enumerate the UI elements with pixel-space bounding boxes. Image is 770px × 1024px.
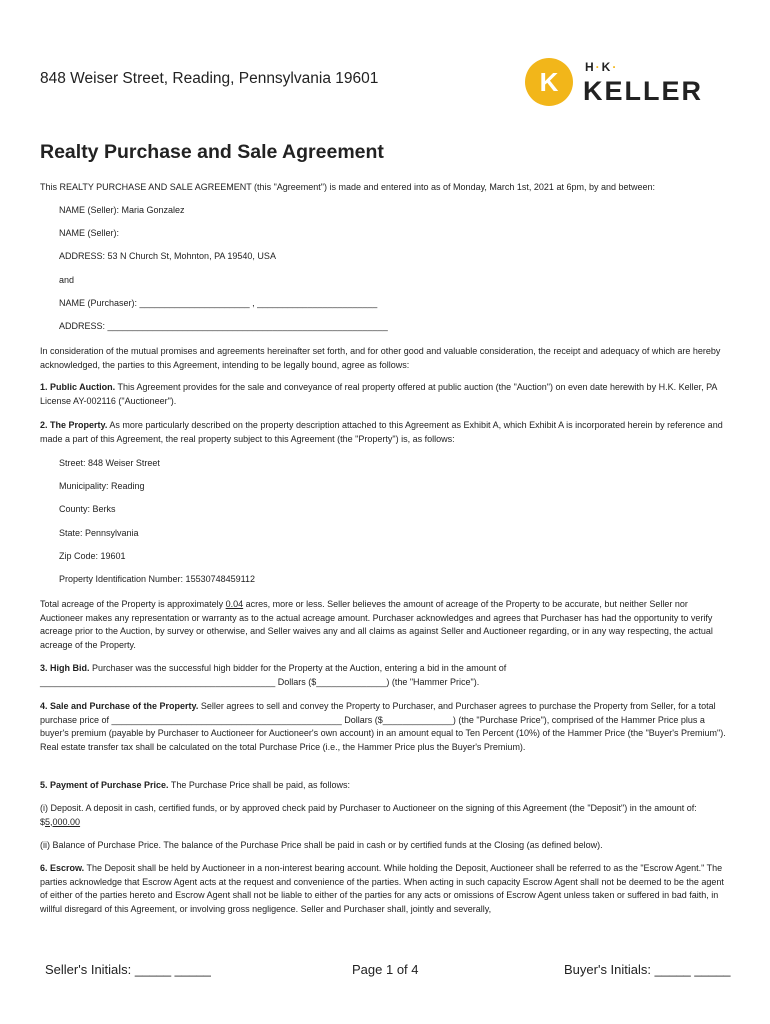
seller-initials: Seller's Initials: _____ _____	[45, 962, 211, 977]
property-street: Street: 848 Weiser Street	[59, 458, 160, 468]
section-2-heading: 2. The Property.	[40, 420, 108, 430]
seller-name-1: NAME (Seller): Maria Gonzalez	[59, 205, 185, 215]
section-2-property	[40, 419, 730, 446]
deposit-paragraph	[40, 802, 730, 829]
acreage-text-before: Total acreage of the Property is approximately	[40, 599, 226, 609]
logo-hk: H·K·	[585, 60, 619, 74]
acreage-text-after: acres, more or less. Seller believes the amount of acreage of the Property to be accurate, but neither Seller nor Auctioneer makes any representation or warranty as to the actual acreage amount. Purchaser acknowledges and agrees that Purchaser has had the opportunity to verify acreage prior to the Auction, by survey or otherwise, and Seller waives any and all claims as against Seller and Auctioneer regarding, or in any way respecting, the actual acreage of the Property.	[40, 599, 713, 650]
property-identification-number: Property Identification Number: 15530748459112	[59, 574, 255, 584]
acreage-paragraph	[40, 598, 730, 652]
hk-keller-logo	[525, 58, 735, 108]
section-1-text: This Agreement provides for the sale and conveyance of real property offered at public auction (the "Auction") on even date herewith by H.K. Keller, PA License AY-002116 ("Auctioneer").	[40, 382, 717, 406]
balance-paragraph: (ii) Balance of Purchase Price. The balance of the Purchase Price shall be paid in cash or by certified funds at the Closing (as defined below).	[40, 840, 603, 850]
and-connector: and	[59, 275, 75, 285]
keller-k-icon	[525, 58, 573, 106]
property-municipality: Municipality: Reading	[59, 481, 145, 491]
acreage-value: 0.04	[225, 599, 244, 609]
section-4-heading: 4. Sale and Purchase of the Property.	[40, 701, 199, 711]
section-3-high-bid	[40, 662, 730, 689]
section-5-heading: 5. Payment of Purchase Price.	[40, 780, 169, 790]
section-4-sale-and-purchase	[40, 700, 730, 754]
section-3-text: Purchaser was the successful high bidder for the Property at the Auction, entering a bid in the amount of _______________________________________________ Dollars ($______________) (the "Hammer Price").	[40, 663, 507, 687]
deposit-text: (i) Deposit. A deposit in cash, certified funds, or by approved check paid by Purchaser to Auctioneer on the signing of this Agreement (the "Deposit") in the amount of: $	[40, 803, 697, 827]
section-1-public-auction	[40, 381, 730, 408]
purchaser-name: NAME (Purchaser): ______________________ , ________________________	[59, 298, 378, 308]
buyer-initials: Buyer's Initials: _____ _____	[564, 962, 731, 977]
property-zip: Zip Code: 19601	[59, 551, 126, 561]
section-4-text: Seller agrees to sell and convey the Property to Purchaser, and Purchaser agrees to purchase the Property from Seller, for a total purchase price of ______________________________________________ Dollars ($______________) (the "Purchase Price"), comprised of the Hammer Price plus a buyer's premium (payable by Purchaser to Auctioneer for Auctioneer's own account) in an amount equal to Ten Percent (10%) of the Hammer Price (the "Buyer's Premium"). Real estate transfer tax shall be calculated on the total Purchase Price (i.e., the Hammer Price plus the Buyer's Premium).	[40, 701, 726, 752]
section-5-payment	[40, 779, 730, 793]
property-state: State: Pennsylvania	[59, 528, 139, 538]
section-6-text: The Deposit shall be held by Auctioneer in a non-interest bearing account. While holding the Deposit, Auctioneer shall be referred to as the "Escrow Agent." The parties acknowledge that Escrow Agent acts at the request and convenience of the parties. When acting in such capacity Escrow Agent shall not be deemed to be the agent of either of the parties hereto and Escrow Agent shall not be liable to either of the parties for any acts or omissions of Escrow Agent unless taken or suffered in bad faith, in willful disregard of this Agreement, or involving gross negligence. Seller and Purchaser shall, jointly and severally,	[40, 863, 724, 914]
logo-mark: K	[539, 66, 559, 97]
section-1-heading: 1. Public Auction.	[40, 382, 116, 392]
property-county: County: Berks	[59, 504, 116, 514]
page-number: Page 1 of 4	[352, 962, 419, 977]
property-address-header: 848 Weiser Street, Reading, Pennsylvania 19601	[40, 70, 379, 87]
section-5-text: The Purchase Price shall be paid, as follows:	[168, 780, 350, 790]
logo-k: K	[601, 60, 613, 74]
section-6-escrow	[40, 862, 730, 916]
section-2-text: As more particularly described on the property description attached to this Agreement as Exhibit A, which Exhibit A is incorporated herein by reference and made a part of this Agreement, the real property subject to this Agreement (the "Property") is, as follows:	[40, 420, 723, 444]
intro-paragraph: This REALTY PURCHASE AND SALE AGREEMENT (this "Agreement") is made and entered into as of Monday, March 1st, 2021 at 6pm, by and between:	[40, 182, 656, 192]
seller-address: ADDRESS: 53 N Church St, Mohnton, PA 19540, USA	[59, 251, 276, 261]
page-title: Realty Purchase and Sale Agreement	[40, 141, 384, 163]
section-6-heading: 6. Escrow.	[40, 863, 85, 873]
seller-name-2: NAME (Seller):	[59, 228, 120, 238]
purchaser-address: ADDRESS: ________________________________________________________	[59, 321, 388, 331]
deposit-amount: 5,000.00	[45, 816, 81, 827]
logo-h: H	[585, 60, 596, 74]
logo-wordmark: KELLER	[583, 76, 703, 106]
section-3-heading: 3. High Bid.	[40, 663, 90, 673]
consideration-paragraph: In consideration of the mutual promises and agreements hereinafter set forth, and for other good and valuable consideration, the receipt and adequacy of which are hereby acknowledged, the parties to this Agreement, intending to be legally bound, agree as follows:	[40, 346, 721, 370]
